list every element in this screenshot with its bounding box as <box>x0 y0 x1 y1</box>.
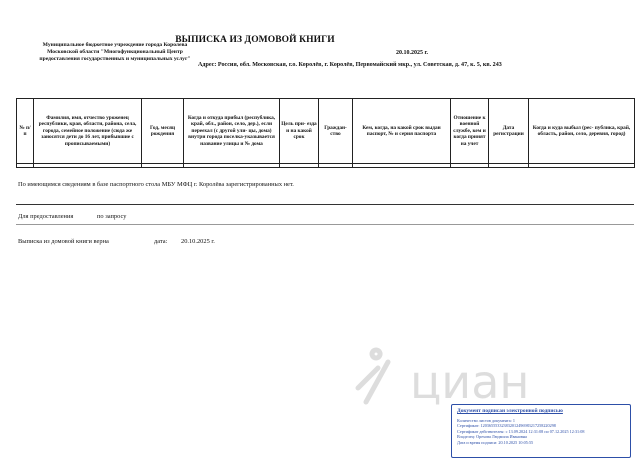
watermark-text: циан <box>410 355 530 409</box>
col-departure: Когда и куда выбыл (рес- публика, край, область, район, село, деревня, город) <box>529 99 635 164</box>
signature-line: Количество листов документа: 1 <box>457 418 515 423</box>
col-purpose: Цель при- езда и на какой срок <box>280 99 319 164</box>
col-arrival: Когда и откуда прибыл (республика, край, обл., район, село, дер.), если переехал (с другой ули- цы, дома) внутри города поселка-указывается название улицы и № дома <box>184 99 280 164</box>
purpose-label: Для предоставления <box>18 213 74 220</box>
cian-watermark-logo <box>348 340 568 410</box>
confirmation-date-value: 20.10.2025 г. <box>181 238 215 245</box>
table-header-row <box>17 99 635 164</box>
property-address: Адрес: Россия, обл. Московская, г.о. Королёв, г. Королёв, Первомайский мкр., ул. Советская, д. 47, к. 5, кв. 243 <box>198 62 502 68</box>
purpose-value: по запросу <box>97 213 127 220</box>
signature-line: Сертификат: 120365553323832012496983217258220298 <box>457 423 556 429</box>
confirmation-label: Выписка из домовой книги верна <box>18 238 109 245</box>
col-military: Отношение к военной службе, кем и когда принят на учет <box>451 99 489 164</box>
table-row <box>17 164 635 168</box>
document-date: 20.10.2025 г. <box>396 50 429 56</box>
col-registration-date: Дата регистрации <box>489 99 529 164</box>
signature-title: Документ подписан электронной подписью <box>457 408 563 414</box>
confirmation-date-label: дата: <box>154 238 168 245</box>
col-number: № п/п <box>17 99 34 164</box>
divider <box>16 204 634 205</box>
signature-line: Сертификат действителен: с 13.09.2024 12:31:08 по 07.12.2025 12:31:08 <box>457 428 585 434</box>
signature-line: Дата и время подписи: 20.10.2025 10:05:55 <box>457 439 534 445</box>
organization-name: Муниципальное бюджетное учреждение города Королева Московской области "Многофункциональный Центр предоставления государственных и муниципальных услуг" <box>39 42 191 62</box>
electronic-signature-stamp <box>451 404 631 458</box>
registration-table <box>16 98 635 168</box>
col-citizenship: Граждан- ство <box>319 99 353 164</box>
document-title: ВЫПИСКА ИЗ ДОМОВОЙ КНИГИ <box>175 35 335 45</box>
col-birth-date: Год, месяц рождения <box>142 99 184 164</box>
col-full-name: Фамилия, имя, отчество уроженец республики, края, области, района, села, города, семейное положение (сюда же заносятся дети до 16 лет, прибывшие с прописываемыми) <box>34 99 142 164</box>
registration-notice: По имеющимся сведениям в базе паспортного стола МБУ МФЦ г. Королёва зарегистрированных нет. <box>18 181 294 188</box>
col-passport: Кем, когда, на какой срок выдан паспорт, № и серия паспорта <box>353 99 451 164</box>
divider <box>16 224 634 225</box>
signature-line: Владелец: Орехова Людмила Ивановна <box>457 434 527 440</box>
